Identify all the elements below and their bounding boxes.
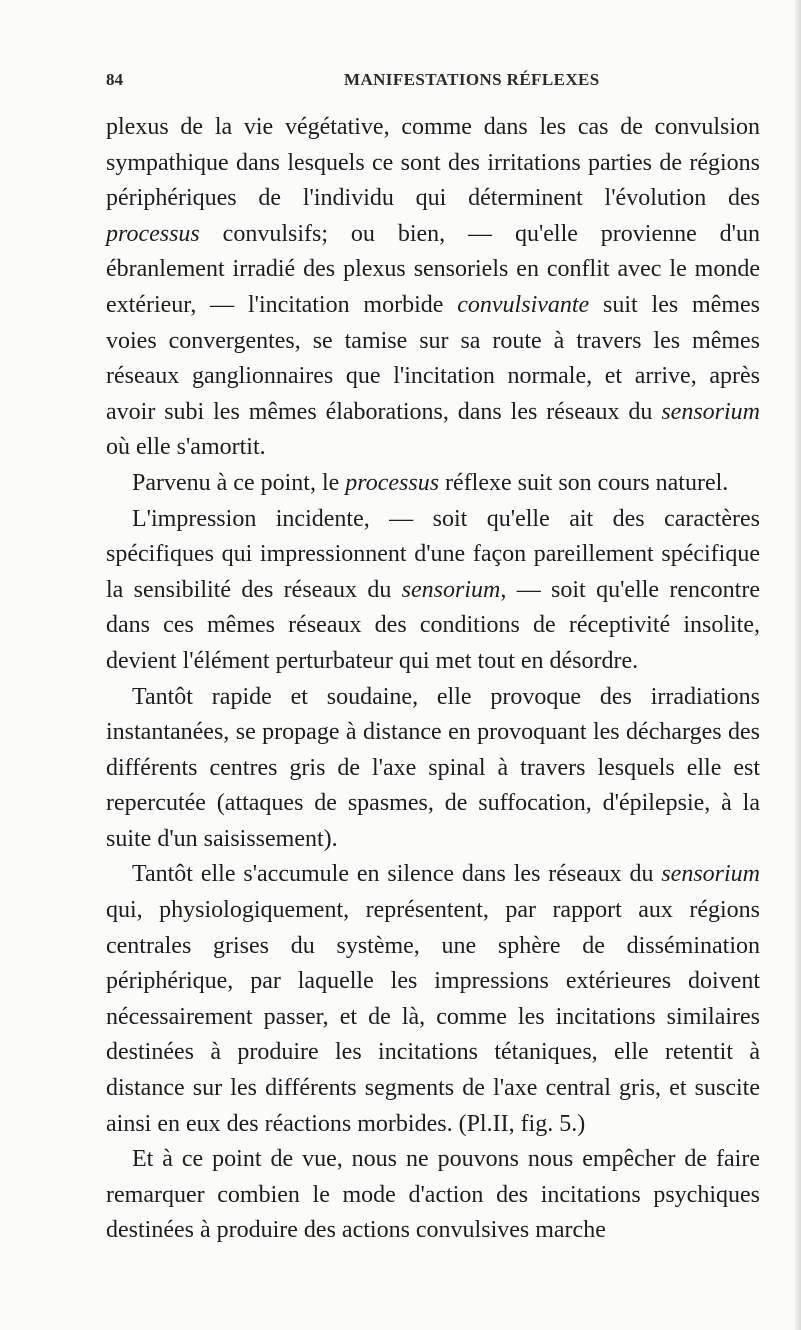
italic-term: convulsivante: [457, 291, 590, 318]
running-head: MANIFESTATIONS RÉFLEXES: [344, 70, 600, 89]
page-header: [106, 64, 760, 94]
page-edge-shadow: [795, 0, 801, 1330]
paragraph-2: [106, 466, 760, 502]
paragraph-5: [106, 857, 760, 1142]
paragraph-4: [106, 680, 760, 858]
text-run: plexus de la vie végétative, comme dans les cas de convulsion sympathique dans lesquels ce sont des irritations parties de régions périphériques de l'individu qui déterminent l'évolution des: [106, 114, 760, 212]
paragraph-1: [106, 110, 760, 466]
text-run: L'impression incidente, — soit qu'elle ait des caractères spécifiques qui impressionnent d'une façon pareillement spécifique la sensibilité des réseaux du: [106, 505, 760, 603]
text-run: Parvenu à ce point, le: [132, 469, 346, 496]
page-number: 84: [106, 70, 123, 89]
text-run: , — soit qu'elle rencontre dans ces mêmes réseaux des conditions de réceptivité insolite, devient l'élément perturbateur qui met tout en désordre.: [106, 576, 760, 674]
italic-term: sensorium: [661, 398, 760, 425]
italic-term: processus: [106, 220, 200, 247]
text-run: réflexe suit son cours naturel.: [439, 469, 729, 496]
paragraph-3: [106, 502, 760, 680]
italic-term: sensorium: [661, 861, 760, 888]
text-run: qui, physiologiquement, représentent, par rapport aux régions centrales grises du système, une sphère de dissémination périphérique, par laquelle les impressions extérieures doivent nécessairement passer, et de là, comme les incitations similaires destinées à produire les incitations tétaniques, elle retentit à distance sur les différents segments de l'axe central gris, et suscite ainsi en eux des réactions morbides. (Pl.II, fig. 5.): [106, 897, 760, 1137]
text-run: convulsifs; ou bien, — qu'elle provienne d'un ébranlement irradié des plexus sensoriels en conflit avec le monde extérieur, — l'incitation morbide: [106, 220, 760, 318]
body-text: [106, 110, 760, 1249]
text-run: Et à ce point de vue, nous ne pouvons nous empêcher de faire remarquer combien le mode d'action des incitations psychiques destinées à produire des actions convulsives marche: [106, 1146, 760, 1244]
italic-term: processus: [345, 469, 440, 496]
text-run: Tantôt elle s'accumule en silence dans les réseaux du: [132, 861, 662, 888]
paragraph-6: [106, 1142, 760, 1249]
text-run: où elle s'amortit.: [106, 434, 266, 461]
text-run: Tantôt rapide et soudaine, elle provoque des irradiations instantanées, se propage à distance en provoquant les décharges des différents centres gris de l'axe spinal à travers lesquels elle est repercutée (attaques de spasmes, de suffocation, d'épilepsie, à la suite d'un saisissement).: [106, 683, 760, 852]
italic-term: sensorium: [401, 576, 501, 603]
text-run: suit les mêmes voies convergentes, se tamise sur sa route à travers les mêmes réseaux ganglionnaires que l'incitation normale, et arrive, après avoir subi les mêmes élaborations, dans les réseaux du: [106, 291, 760, 425]
